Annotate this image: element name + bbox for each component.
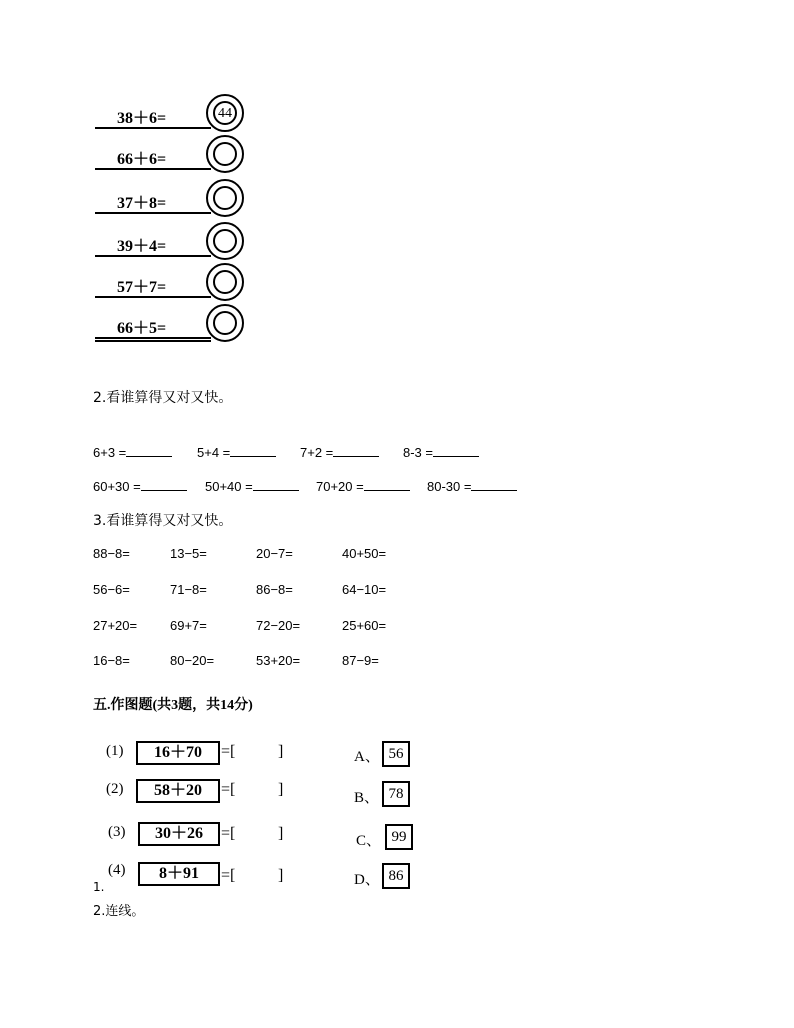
- q2-item: [197, 444, 276, 460]
- q2-expr: 8-3 =: [403, 445, 433, 460]
- option-label: C、: [356, 833, 382, 849]
- q2-expr: 50+40 =: [205, 479, 253, 494]
- q2-expr: 5+4 =: [197, 445, 231, 460]
- q3-item: 72−20=: [256, 618, 301, 633]
- rule-line: [95, 127, 211, 129]
- answer-circle[interactable]: [206, 179, 244, 217]
- q3-item: 13−5=: [170, 546, 207, 561]
- close-bracket: ]: [278, 825, 284, 842]
- option-label: D、: [354, 872, 380, 888]
- question-1-label: 1.: [93, 880, 105, 894]
- expression-box: 30＋26: [138, 822, 220, 846]
- item-number: (3): [108, 824, 126, 840]
- answer-blank[interactable]: [230, 444, 276, 457]
- answer-blank[interactable]: [126, 444, 172, 457]
- q2-expr: 7+2 =: [300, 445, 334, 460]
- answer-value: [213, 311, 237, 335]
- q3-item: 16−8=: [93, 653, 130, 668]
- close-bracket: ]: [278, 867, 284, 884]
- close-bracket: ]: [278, 743, 284, 760]
- equals-bracket: =[: [221, 743, 236, 760]
- q3-item: 27+20=: [93, 618, 138, 633]
- expression: 66＋5=: [117, 320, 167, 337]
- q3-item: 40+50=: [342, 546, 387, 561]
- q2-expr: 6+3 =: [93, 445, 127, 460]
- equals-bracket: =[: [221, 867, 236, 884]
- q3-item: 56−6=: [93, 582, 130, 597]
- expression: 57＋7=: [117, 279, 167, 296]
- q2-heading: 2.看谁算得又对又快。: [93, 390, 233, 406]
- expression: 37＋8=: [117, 195, 167, 212]
- q3-item: 64−10=: [342, 582, 387, 597]
- answer-blank[interactable]: [333, 444, 379, 457]
- rule-line: [95, 168, 211, 170]
- item-number: (2): [106, 781, 124, 797]
- item-number: (1): [106, 743, 124, 759]
- expression: 38＋6=: [117, 110, 167, 127]
- circle-problem-3: [95, 184, 255, 228]
- q3-item: 80−20=: [170, 653, 215, 668]
- q3-item: 53+20=: [256, 653, 301, 668]
- expression-box: 58＋20: [136, 779, 220, 803]
- rule-line: [95, 255, 211, 257]
- answer-value: [213, 142, 237, 166]
- answer-blank[interactable]: [471, 478, 517, 491]
- answer-blank[interactable]: [364, 478, 410, 491]
- answer-circle[interactable]: [206, 222, 244, 260]
- answer-circle[interactable]: [206, 263, 244, 301]
- answer-blank[interactable]: [253, 478, 299, 491]
- option-box[interactable]: 78: [382, 781, 410, 807]
- expression-box: 16＋70: [136, 741, 220, 765]
- q3-heading: 3.看谁算得又对又快。: [93, 513, 233, 529]
- answer-value: 44: [213, 101, 237, 125]
- rule-line: [95, 212, 211, 214]
- q3-item: 69+7=: [170, 618, 207, 633]
- equals-bracket: =[: [221, 825, 236, 842]
- answer-circle[interactable]: [206, 135, 244, 173]
- q2-expr: 60+30 =: [93, 479, 141, 494]
- question-2-label: 2.连线。: [93, 904, 145, 919]
- answer-value: [213, 229, 237, 253]
- option-label: B、: [354, 790, 380, 806]
- q2-item: [93, 478, 187, 494]
- q2-item: [316, 478, 410, 494]
- answer-circle[interactable]: [206, 94, 244, 132]
- q2-item: [427, 478, 517, 494]
- circle-problem-2: [95, 140, 255, 184]
- expression: 66＋6=: [117, 151, 167, 168]
- answer-blank[interactable]: [141, 478, 187, 491]
- q3-item: 25+60=: [342, 618, 387, 633]
- answer-blank[interactable]: [433, 444, 479, 457]
- q3-item: 87−9=: [342, 653, 379, 668]
- option-box[interactable]: 99: [385, 824, 413, 850]
- q2-expr: 80-30 =: [427, 479, 472, 494]
- q3-item: 20−7=: [256, 546, 293, 561]
- section-title: 五.作图题(共3题，共14分): [93, 698, 253, 713]
- rule-line: [95, 296, 211, 298]
- q2-item: [205, 478, 299, 494]
- option-label: A、: [354, 749, 380, 765]
- bottom-rule-line: [95, 340, 211, 342]
- circle-problem-6: [95, 309, 255, 353]
- equals-bracket: =[: [221, 781, 236, 798]
- q3-item: 71−8=: [170, 582, 207, 597]
- close-bracket: ]: [278, 781, 284, 798]
- rule-line: [95, 337, 211, 339]
- item-number: (4): [108, 862, 126, 878]
- expression: 39＋4=: [117, 238, 167, 255]
- answer-value: [213, 186, 237, 210]
- q3-item: 88−8=: [93, 546, 130, 561]
- option-box[interactable]: 56: [382, 741, 410, 767]
- answer-circle[interactable]: [206, 304, 244, 342]
- q2-item: [403, 444, 479, 460]
- q2-expr: 70+20 =: [316, 479, 364, 494]
- q3-item: 86−8=: [256, 582, 293, 597]
- expression-box: 8＋91: [138, 862, 220, 886]
- option-box[interactable]: 86: [382, 863, 410, 889]
- q2-item: [300, 444, 379, 460]
- answer-value: [213, 270, 237, 294]
- q2-item: [93, 444, 172, 460]
